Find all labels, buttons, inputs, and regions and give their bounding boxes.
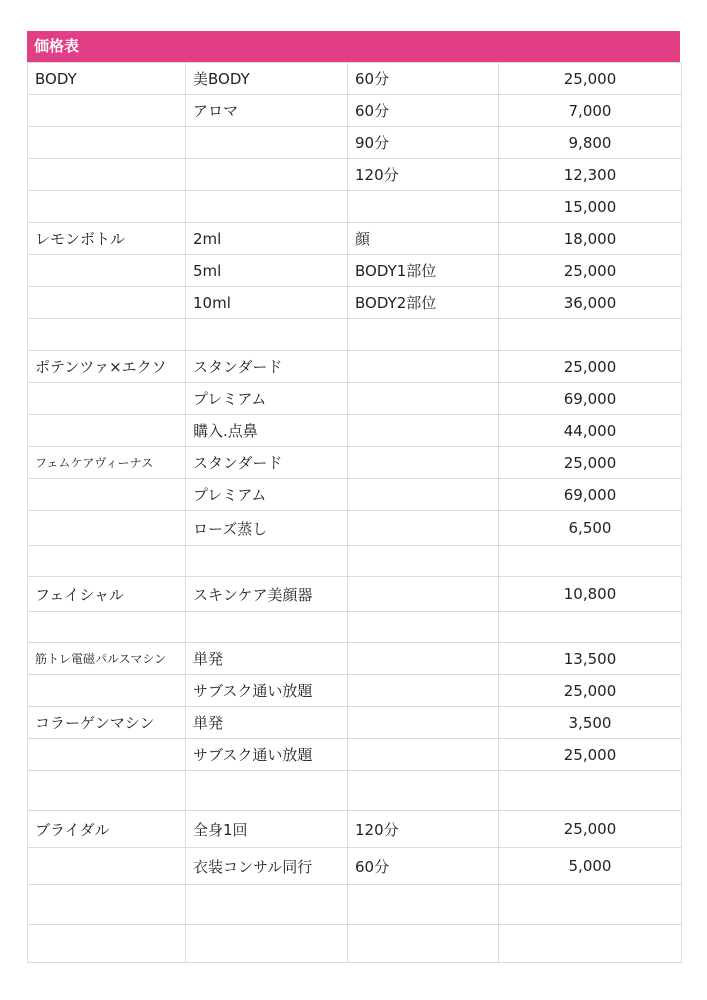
item-cell xyxy=(186,319,348,351)
category-cell xyxy=(28,885,186,925)
category-cell xyxy=(28,771,186,811)
category-cell xyxy=(28,415,186,447)
price-cell: 25,000 xyxy=(499,811,682,848)
price-cell: 44,000 xyxy=(499,415,682,447)
item-cell: スキンケア美顔器 xyxy=(186,577,348,612)
item-cell: サブスク通い放題 xyxy=(186,739,348,771)
category-cell xyxy=(28,925,186,963)
price-cell: 25,000 xyxy=(499,255,682,287)
price-row xyxy=(28,771,682,811)
price-row xyxy=(28,511,682,546)
category-cell xyxy=(28,159,186,191)
price-cell xyxy=(499,925,682,963)
category-cell xyxy=(28,127,186,159)
item-cell: 10ml xyxy=(186,287,348,319)
spec-cell xyxy=(348,546,499,577)
spec-cell xyxy=(348,739,499,771)
price-row xyxy=(28,447,682,479)
category-cell: ポテンツァ×エクソ xyxy=(28,351,186,383)
category-cell: ブライダル xyxy=(28,811,186,848)
item-cell: 美BODY xyxy=(186,63,348,95)
item-cell: 5ml xyxy=(186,255,348,287)
item-cell xyxy=(186,925,348,963)
spec-cell xyxy=(348,612,499,643)
price-cell: 69,000 xyxy=(499,383,682,415)
spec-cell xyxy=(348,925,499,963)
price-cell: 9,800 xyxy=(499,127,682,159)
spec-cell xyxy=(348,319,499,351)
price-row xyxy=(28,811,682,848)
item-cell: ローズ蒸し xyxy=(186,511,348,546)
item-cell: サブスク通い放題 xyxy=(186,675,348,707)
spec-cell: 90分 xyxy=(348,127,499,159)
price-row xyxy=(28,287,682,319)
price-row xyxy=(28,415,682,447)
spec-cell xyxy=(348,885,499,925)
price-row xyxy=(28,255,682,287)
spec-cell: 60分 xyxy=(348,63,499,95)
price-row xyxy=(28,612,682,643)
spec-cell: 顔 xyxy=(348,223,499,255)
spec-cell xyxy=(348,383,499,415)
item-cell: 2ml xyxy=(186,223,348,255)
item-cell: スタンダード xyxy=(186,447,348,479)
price-cell: 7,000 xyxy=(499,95,682,127)
price-cell: 25,000 xyxy=(499,351,682,383)
category-cell: フェムケアヴィーナス xyxy=(28,447,186,479)
price-row xyxy=(28,479,682,511)
price-row xyxy=(28,885,682,925)
price-cell: 3,500 xyxy=(499,707,682,739)
price-cell xyxy=(499,319,682,351)
price-row xyxy=(28,675,682,707)
item-cell xyxy=(186,191,348,223)
price-cell: 15,000 xyxy=(499,191,682,223)
item-cell: プレミアム xyxy=(186,383,348,415)
price-row xyxy=(28,577,682,612)
price-table xyxy=(27,62,682,963)
price-row xyxy=(28,383,682,415)
spec-cell xyxy=(348,771,499,811)
category-cell xyxy=(28,191,186,223)
item-cell xyxy=(186,159,348,191)
category-cell: レモンボトル xyxy=(28,223,186,255)
price-row xyxy=(28,127,682,159)
item-cell xyxy=(186,612,348,643)
spec-cell xyxy=(348,191,499,223)
price-cell: 13,500 xyxy=(499,643,682,675)
price-row xyxy=(28,925,682,963)
price-cell: 36,000 xyxy=(499,287,682,319)
spec-cell xyxy=(348,415,499,447)
spec-cell xyxy=(348,675,499,707)
category-cell xyxy=(28,675,186,707)
price-row xyxy=(28,643,682,675)
price-cell: 18,000 xyxy=(499,223,682,255)
spec-cell xyxy=(348,643,499,675)
item-cell xyxy=(186,885,348,925)
item-cell: 購入.点鼻 xyxy=(186,415,348,447)
item-cell: 衣装コンサル同行 xyxy=(186,848,348,885)
price-cell xyxy=(499,885,682,925)
item-cell xyxy=(186,546,348,577)
price-row xyxy=(28,159,682,191)
category-cell: コラーゲンマシン xyxy=(28,707,186,739)
price-row xyxy=(28,546,682,577)
item-cell: プレミアム xyxy=(186,479,348,511)
category-cell: フェイシャル xyxy=(28,577,186,612)
category-cell xyxy=(28,479,186,511)
item-cell: スタンダード xyxy=(186,351,348,383)
price-row xyxy=(28,707,682,739)
item-cell xyxy=(186,127,348,159)
spec-cell: 120分 xyxy=(348,811,499,848)
item-cell: 単発 xyxy=(186,643,348,675)
spec-cell: BODY2部位 xyxy=(348,287,499,319)
spec-cell: 120分 xyxy=(348,159,499,191)
price-cell: 6,500 xyxy=(499,511,682,546)
spec-cell: 60分 xyxy=(348,848,499,885)
price-cell xyxy=(499,612,682,643)
category-cell xyxy=(28,546,186,577)
category-cell: BODY xyxy=(28,63,186,95)
item-cell xyxy=(186,771,348,811)
price-cell: 10,800 xyxy=(499,577,682,612)
price-cell xyxy=(499,771,682,811)
category-cell xyxy=(28,511,186,546)
spec-cell xyxy=(348,351,499,383)
category-cell xyxy=(28,255,186,287)
spec-cell xyxy=(348,479,499,511)
spec-cell xyxy=(348,447,499,479)
category-cell xyxy=(28,287,186,319)
category-cell xyxy=(28,612,186,643)
price-row xyxy=(28,223,682,255)
price-cell: 25,000 xyxy=(499,675,682,707)
spec-cell: 60分 xyxy=(348,95,499,127)
price-row xyxy=(28,319,682,351)
price-row xyxy=(28,351,682,383)
price-cell: 25,000 xyxy=(499,739,682,771)
price-cell: 69,000 xyxy=(499,479,682,511)
price-cell: 12,300 xyxy=(499,159,682,191)
price-row xyxy=(28,63,682,95)
item-cell: 単発 xyxy=(186,707,348,739)
category-cell xyxy=(28,319,186,351)
price-cell xyxy=(499,546,682,577)
item-cell: 全身1回 xyxy=(186,811,348,848)
item-cell: アロマ xyxy=(186,95,348,127)
price-cell: 25,000 xyxy=(499,447,682,479)
price-cell: 5,000 xyxy=(499,848,682,885)
price-row xyxy=(28,191,682,223)
price-row xyxy=(28,848,682,885)
category-cell xyxy=(28,739,186,771)
category-cell xyxy=(28,383,186,415)
spec-cell: BODY1部位 xyxy=(348,255,499,287)
price-table-title: 価格表 xyxy=(27,31,680,62)
category-cell xyxy=(28,95,186,127)
price-cell: 25,000 xyxy=(499,63,682,95)
spec-cell xyxy=(348,511,499,546)
price-row xyxy=(28,739,682,771)
category-cell xyxy=(28,848,186,885)
spec-cell xyxy=(348,707,499,739)
category-cell: 筋トレ電磁パルスマシン xyxy=(28,643,186,675)
spec-cell xyxy=(348,577,499,612)
price-row xyxy=(28,95,682,127)
